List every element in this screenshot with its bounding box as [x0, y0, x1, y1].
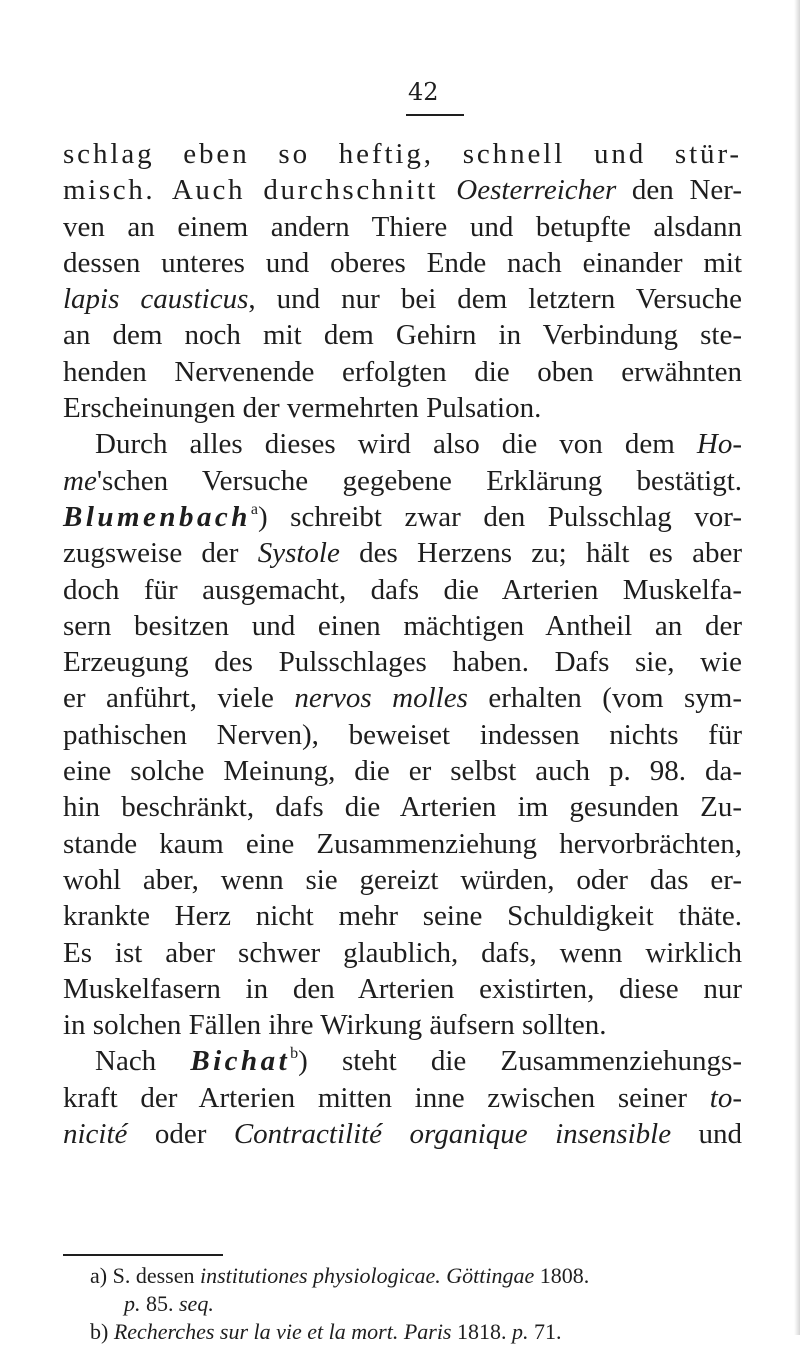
text-span: hin beschränkt, dafs die Arterien im gesunden Zu-	[63, 791, 742, 824]
text-line-24	[63, 971, 742, 1007]
text-span: dessen unteres und oberes Ende nach einander mit	[63, 246, 742, 279]
text-span: doch für ausgemacht, dafs die Arterien Muskelfa-	[63, 573, 742, 606]
text-span: zugsweise der	[63, 537, 258, 570]
text-span: krankte Herz nicht mehr seine Schuldigkeit thäte.	[63, 900, 742, 933]
text-line-27	[63, 1080, 742, 1116]
body-text	[63, 136, 742, 1152]
footnote-a-label: a) S. dessen	[90, 1263, 200, 1288]
footnote-b-p: p.	[512, 1319, 529, 1344]
text-span: und	[671, 1118, 743, 1151]
text-span: in solchen Fällen ihre Wirkung äufsern sollten.	[63, 1009, 607, 1042]
text-line-21	[63, 862, 742, 898]
emphasis-systole: Systole	[257, 537, 340, 570]
text-line-9	[63, 426, 742, 462]
text-span: wohl aber, wenn sie gereizt würden, oder das er-	[63, 863, 742, 896]
text-span: 'schen Versuche gegebene Erklärung bestätigt.	[96, 464, 742, 497]
text-span: Erscheinungen der vermehrten Pulsation.	[63, 392, 542, 425]
text-span: kraft der Arterien mitten inne zwischen seiner	[63, 1081, 710, 1114]
footnote-b	[90, 1318, 730, 1346]
page-number-rule	[406, 114, 464, 116]
footnote-b-year: 1818.	[451, 1319, 512, 1344]
text-line-12	[63, 535, 742, 571]
text-line-20	[63, 826, 742, 862]
text-line-16	[63, 680, 742, 716]
footnote-a-continued	[90, 1290, 730, 1318]
text-line-1	[63, 136, 742, 172]
text-span: er anführt, viele	[63, 682, 295, 715]
emphasis-nervos-molles: nervos molles	[294, 682, 468, 715]
text-line-5	[63, 281, 742, 317]
footnote-b-label: b)	[90, 1319, 114, 1344]
emphasis-contractilite: Contractilité organique insensible	[233, 1118, 672, 1151]
emphasis-me: me	[63, 464, 97, 497]
text-span: sern besitzen und einen mächtigen Antheil an der	[63, 609, 742, 642]
footnote-a-p: p.	[124, 1291, 141, 1316]
text-line-17	[63, 717, 742, 753]
footnote-rule	[63, 1254, 223, 1256]
text-line-22	[63, 898, 742, 934]
footnote-ref-b: b	[290, 1045, 299, 1063]
text-line-18	[63, 753, 742, 789]
text-line-28	[63, 1116, 742, 1152]
page-number: 42	[408, 78, 439, 106]
text-span: Es ist aber schwer glaublich, dafs, wenn wirklich	[63, 936, 742, 969]
author-bichat: Bichat	[190, 1045, 291, 1078]
footnote-a-seq: seq.	[179, 1291, 214, 1316]
text-span: eine solche Meinung, die er selbst auch p. 98. da-	[63, 755, 742, 788]
text-span: Nach	[95, 1045, 191, 1078]
text-span: Erzeugung des Pulsschlages haben. Dafs sie, wie	[63, 646, 742, 679]
text-span: ven an einem andern Thiere und betupfte alsdann	[63, 210, 742, 243]
emphasis-tonicite: to-	[709, 1081, 742, 1114]
footnote-a-title: institutiones physiologicae. Göttingae	[199, 1263, 535, 1288]
text-span: Durch alles dieses wird also die von dem	[95, 428, 697, 461]
footnote-b-title: Recherches sur la vie et la mort. Paris	[113, 1319, 452, 1344]
text-span: erhalten (vom sym-	[467, 682, 742, 715]
emphasis-home: Ho-	[696, 428, 742, 461]
text-line-11	[63, 499, 742, 535]
text-line-25	[63, 1007, 742, 1043]
footnote-a-page: 85.	[140, 1291, 179, 1316]
text-span: oder	[127, 1118, 234, 1151]
text-line-3	[63, 209, 742, 245]
text-span: des Herzens zu; hält es aber	[339, 537, 742, 570]
text-line-26	[63, 1043, 742, 1079]
text-line-8	[63, 390, 742, 426]
text-span: henden Nervenende erfolgten die oben erwähnten	[63, 355, 742, 388]
text-span: ) schreibt zwar den Pulsschlag vor-	[258, 500, 742, 533]
emphasis-lapis-causticus: lapis causticus	[63, 283, 249, 316]
text-span: pathischen Nerven), beweiset indessen nichts für	[63, 718, 742, 751]
text-span: schlag eben so heftig, schnell und stür-	[63, 138, 742, 170]
footnotes	[90, 1262, 730, 1346]
text-line-6	[63, 317, 742, 353]
text-span: Muskelfasern in den Arterien existirten, diese nur	[63, 972, 742, 1005]
text-line-7	[63, 354, 742, 390]
emphasis-oesterreicher: Oesterreicher	[456, 174, 617, 207]
footnote-a-year: 1808.	[534, 1263, 590, 1288]
page-edge-shadow	[794, 0, 800, 1335]
text-span: , und nur bei dem letztern Versuche	[248, 283, 742, 316]
text-line-4	[63, 245, 742, 281]
footnote-b-page: 71.	[528, 1319, 562, 1344]
text-line-2	[63, 172, 742, 208]
author-blumenbach: Blumenbach	[63, 500, 251, 533]
text-line-10	[63, 463, 742, 499]
text-line-14	[63, 608, 742, 644]
text-span: ) steht die Zusammenziehungs-	[298, 1045, 742, 1078]
footnote-a	[90, 1262, 730, 1290]
text-line-15	[63, 644, 742, 680]
text-span: den Ner-	[616, 174, 743, 207]
text-span: misch. Auch durchschnitt	[63, 174, 457, 207]
footnote-ref-a: a	[250, 500, 258, 518]
text-line-19	[63, 789, 742, 825]
text-line-13	[63, 572, 742, 608]
text-span: stande kaum eine Zusammenziehung hervorbrächten,	[63, 827, 742, 860]
text-span: an dem noch mit dem Gehirn in Verbindung ste-	[63, 319, 742, 352]
emphasis-tonicite-cont: nicité	[63, 1118, 128, 1151]
text-line-23	[63, 935, 742, 971]
